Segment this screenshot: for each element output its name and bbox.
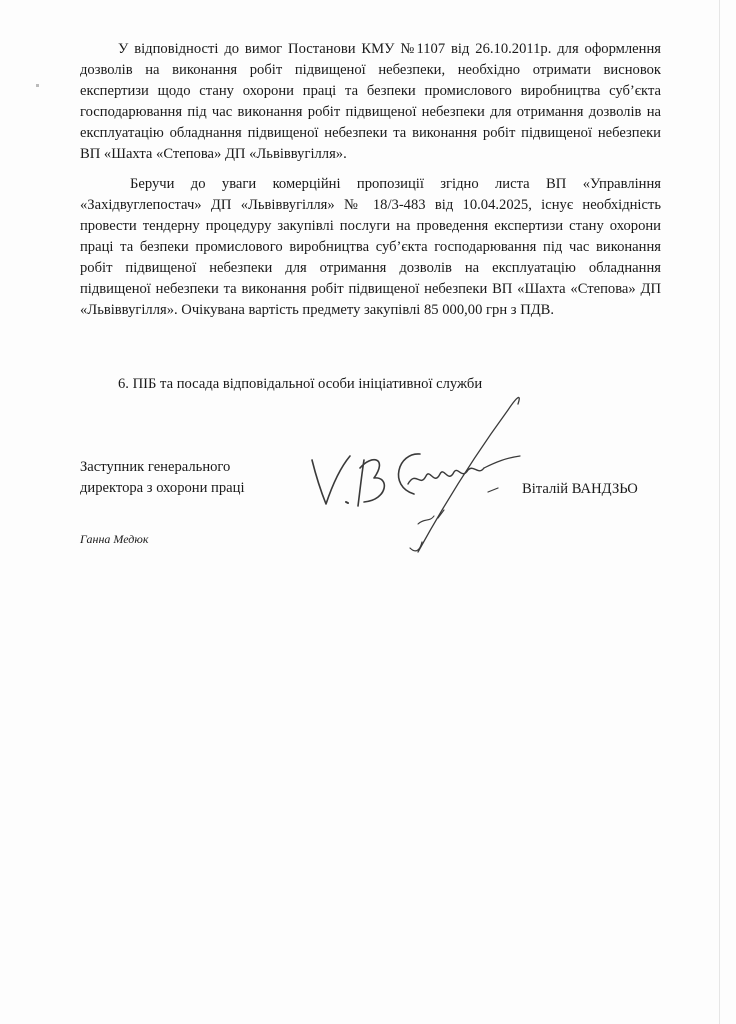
- paragraph-justification: У відповідності до вимог Постанови КМУ №1107 від 26.10.2011р. для оформлення дозволів на виконання робіт підвищеної небезпеки, необхідно отримати висновок експертизи щодо стану охорони праці та безпеки промислового виробництва суб’єкта господарювання під час виконання робіт підвищеної небезпеки для отримання дозволів на експлуатацію обладнання підвищеної небезпеки та виконання робіт підвищеної небезпеки ВП «Шахта «Степова» ДП «Львіввугілля».: [80, 41, 661, 162]
- handwritten-signature: [270, 372, 550, 572]
- signer-name: Віталій ВАНДЗЬО: [522, 481, 638, 497]
- executor-name: Ганна Медюк: [80, 532, 149, 546]
- signer-position: Заступник генерального директора з охорони праці: [80, 459, 245, 496]
- section-6-heading: 6. ПІБ та посада відповідальної особи ініціативної служби: [118, 376, 483, 392]
- paragraph-procurement: Беручи до уваги комерційні пропозиції згідно листа ВП «Управління «Західвуглепостач» ДП «Львіввугілля» № 18/3-483 від 10.04.2025, існує необхідність провести тендерну процедуру закупівлі послуги на проведення експертизи стану охорони праці та безпеки промислового виробництва суб’єкта господарювання під час виконання робіт підвищеної небезпеки для отримання дозволів на експлуатацію обладнання підвищеної небезпеки та виконання робіт підвищеної небезпеки ВП «Шахта «Степова» ДП «Львіввугілля». Очікувана вартість предмету закупівлі 85 000,00 грн з ПДВ.: [80, 176, 661, 318]
- scan-edge-line: [719, 0, 720, 1024]
- scan-margin-mark: [36, 84, 39, 87]
